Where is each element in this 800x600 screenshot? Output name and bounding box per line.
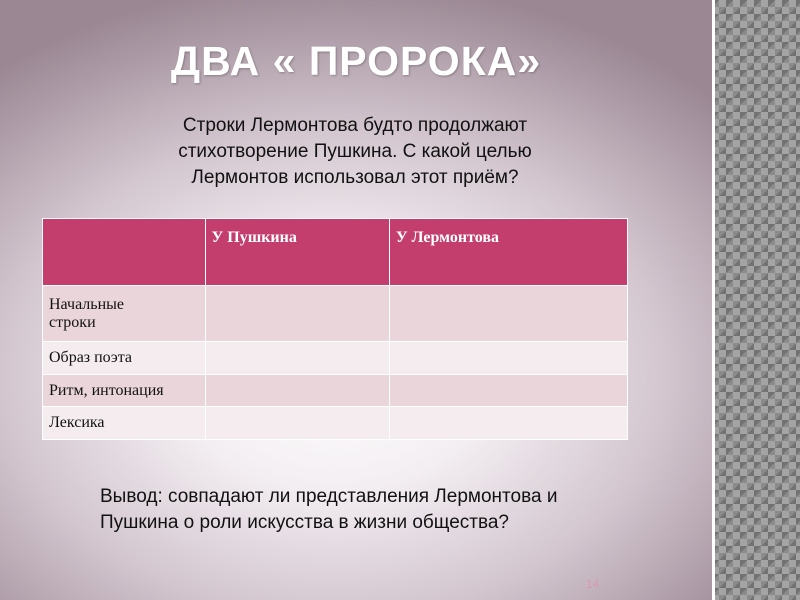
conclusion-text [100, 484, 660, 536]
header-cell-empty [43, 219, 206, 286]
row-label [43, 286, 206, 342]
conclusion-line: Вывод: совпадают ли представления Лермонтова и [100, 486, 558, 507]
page-number: 14 [586, 577, 600, 591]
cell-pushkin [205, 342, 389, 375]
table-row [43, 342, 628, 375]
question-line: стихотворение Пушкина. С какой целью [178, 141, 532, 162]
row-label: Образ поэта [43, 342, 206, 375]
cell-lermontov [389, 286, 627, 342]
comparison-table [42, 218, 628, 440]
cell-lermontov [389, 375, 627, 407]
cell-pushkin [205, 407, 389, 440]
cell-lermontov [389, 407, 627, 440]
conclusion-line: Пушкина о роли искусства в жизни общества? [100, 512, 510, 533]
row-label-line: Начальные [49, 295, 124, 313]
table-row [43, 375, 628, 407]
side-pattern-strip [712, 0, 800, 600]
cell-pushkin [205, 286, 389, 342]
header-cell-pushkin: У Пушкина [205, 219, 389, 286]
table-row [43, 407, 628, 440]
row-label: Лексика [43, 407, 206, 440]
side-divider [712, 0, 715, 600]
table-header-row [43, 219, 628, 286]
cell-lermontov [389, 342, 627, 375]
table-row [43, 286, 628, 342]
row-label-line: строки [49, 313, 96, 331]
question-text [120, 113, 590, 191]
cell-pushkin [205, 375, 389, 407]
question-line: Лермонтов использовал этот приём? [191, 167, 519, 188]
slide-title: ДВА « ПРОРОКА» [170, 38, 542, 84]
question-line: Строки Лермонтова будто продолжают [182, 115, 528, 136]
row-label: Ритм, интонация [43, 375, 206, 407]
header-cell-lermontov: У Лермонтова [389, 219, 627, 286]
